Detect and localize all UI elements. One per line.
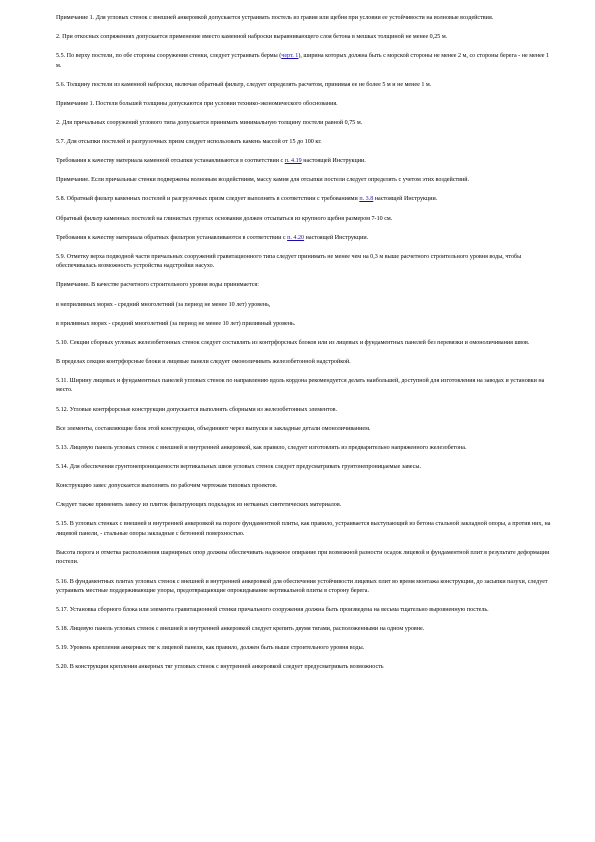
paragraph-text: 5.14. Для обеспечения грунтонепроницаемости вертикальных швов угловых стенок следует предусматривать грунтонепроницаемые завесы. [56,463,421,470]
paragraph [56,644,553,654]
paragraph [56,81,553,91]
paragraph [56,100,553,110]
paragraph [56,215,553,225]
paragraph-text: 5.5. По верху постели, по обе стороны сооружения стенки, следует устраивать бермы ( [56,53,282,60]
paragraph [56,320,553,330]
paragraph-text: Примечание 1. Для угловых стенок с внешней анкеровкой допускается устраивать постель из гравия или щебня при условии ее устойчивости на волновые воздействия. [56,15,494,21]
paragraph-text: настоящей Инструкции. [373,196,438,203]
reference-link[interactable]: п. 3.8 [359,196,374,203]
paragraph [56,52,553,71]
paragraph-text: Требования к качеству материала каменной отсыпки устанавливаются в соответствии с [56,158,285,165]
paragraph-text: 5.9. Отметку верха подводной части причальных сооружений гравитационного типа следует принимать не менее чем на 0,3 м выше расчетного строительного уровня воды, чтобы обеспечивалась возможность устройства надстройки насухо. [56,253,522,270]
paragraph-text: Обратный фильтр каменных постелей на глинистых грунтах основания должен отсыпаться из крупного щебня размером 7-10 см. [56,215,393,222]
paragraph [56,301,553,311]
paragraph [56,406,553,416]
paragraph-text: настоящей Инструкции. [304,234,369,241]
paragraph [56,119,553,129]
paragraph-text: Требования к качеству материала обратных фильтров устанавливаются в соответствии с [56,234,288,241]
paragraph-text: ), ширина которых должна быть с морской стороны не менее 2 м, со стороны берега - не менее 1 м. [56,53,550,69]
paragraph [56,358,553,368]
paragraph [56,377,553,396]
reference-link[interactable]: черт. 1 [281,53,299,60]
paragraph [56,520,553,539]
paragraph [56,281,553,291]
paragraph [56,234,553,244]
paragraph-text: 5.11. Ширину лицевых и фундаментных панелей угловых стенок по направлению вдоль кордона рекомендуется делать наибольшей, доступной для изготовления на заводах и установки на место. [56,377,545,394]
paragraph-text: Высота порога и отметка расположения шарнирных опор должны обеспечивать надежное опирание при возможной разности осадок лицевой и фундаментной плит в результате деформации постели. [56,549,550,566]
paragraph-text: Следует также применять завесу из плиток фильтрующих подкладок из нетканых синтетических материалов. [56,502,342,509]
paragraph [56,195,553,205]
paragraph-text: Примечание 1. Постели большей толщины допускаются при условии технико-экономического обоснования. [56,100,338,107]
paragraph [56,176,553,186]
paragraph-text: в приливных морях - средний многолетний (за период не менее 10 лет) приливный уровень. [56,320,296,327]
paragraph-text: 5.13. Лицевую панель угловых стенок с внешней и внутренней анкеровкой, как правило, следует изготовлять из предварительно напряженного железобетона. [56,444,467,451]
paragraph-text: настоящей Инструкции. [301,158,366,165]
paragraph-text: Примечание. В качестве расчетного строительного уровня воды принимается: [56,282,259,289]
paragraph [56,339,553,349]
paragraph [56,606,553,616]
paragraph [56,501,553,511]
paragraph-text: 5.6. Толщину постели из каменной наброски, включая обратный фильтр, следует определять расчетом, принимая ее не более 5 м и не менее 1 м. [56,81,432,88]
paragraph-text: 5.8. Обратный фильтр каменных постелей и разгрузочных призм следует выполнять в соответствии с требованиями [56,196,360,203]
paragraph [56,482,553,492]
paragraph [56,138,553,148]
paragraph [56,625,553,635]
paragraph-text: Конструкцию завес допускается выполнять по рабочим чертежам типовых проектов. [56,482,278,489]
paragraph [56,425,553,435]
paragraph [56,33,553,43]
paragraph-text: 5.15. В угловых стенках с внешней и внутренней анкеровкой на пороге фундаментной плиты, как правило, устраивается выступающий из бетона стальной закладной опоры, а против них, на лицевой панели, - стальные опоры закладные с бетонной поверхностью. [56,521,551,537]
paragraph [56,663,553,673]
paragraph-text: 5.18. Лицевую панель угловых стенок с внешней и внутренней анкеровкой следует крепить двумя тягами, расположенными на одном уровне. [56,626,425,633]
paragraph-text: 5.19. Уровень крепления анкерных тяг к лицевой панели, как правило, должен быть выше строительного уровня воды. [56,645,365,652]
reference-link[interactable]: п. 4.20 [287,234,305,241]
paragraph-text: 2. При откосных сопряжениях допускается применение вместо каменной наброски выравнивающего слоя бетона в мешках толщиной не менее 0,25 м. [56,34,448,41]
paragraph-text: 2. Для причальных сооружений углового типа допускается принимать минимальную толщину постели равной 0,75 м. [56,120,363,127]
paragraph-text: Все элементы, составляющие блок этой конструкции, объединяют через выпуски и закладные детали омоноличиванием. [56,425,371,432]
paragraph-text: 5.12. Угловые контрфорсные конструкции допускается выполнять сборными из железобетонных элементов. [56,406,338,413]
paragraph [56,253,553,272]
document-page [56,14,553,683]
paragraph-text: Примечание. Если причальные стенки подвержены волновым воздействиям, массу камня для отсыпки постели следует определять с учетом этих воздействий. [56,177,470,184]
paragraph-text: 5.17. Установка сборного блока или элемента гравитационной стенки причального сооружения должна быть произведена на весьма тщательно выровненную постель. [56,607,489,614]
paragraph-text: В пределах секции контрфорсные блоки и лицевые панели следует омоноличивать железобетонной надстройкой. [56,358,351,365]
paragraph [56,578,553,597]
paragraph-text: 5.16. В фундаментных плитах угловых стенок с внешней и внутренней анкеровкой для обеспечения устойчивости лицевых плит во время монтажа конструкции, до засыпки пазухи, следует устраивать местные поддерживающие упоры, предотвращающие опрокидывание вертикальной плиты в сторону берега. [56,578,548,595]
reference-link[interactable]: п. 4.19 [284,158,302,165]
paragraph-text: 5.7. Для отсыпки постелей и разгрузочных призм следует использовать камень массой от 15 до 100 кг. [56,139,322,146]
paragraph [56,549,553,568]
paragraph-text: 5.20. В конструкции крепления анкерных тяг угловых стенок с внутренней анкеровкой следует предусматривать возможность [56,664,384,671]
paragraph [56,157,553,167]
paragraph-text: в неприливных морях - средний многолетний (за период не менее 10 лет) уровень, [56,301,271,308]
paragraph [56,14,553,24]
paragraph [56,444,553,454]
paragraph [56,463,553,473]
paragraph-text: 5.10. Секции сборных угловых железобетонных стенок следует составлять из контрфорсных блоков или из лицевых и фундаментных панелей без перевязки и омоноличивания швов. [56,339,530,346]
